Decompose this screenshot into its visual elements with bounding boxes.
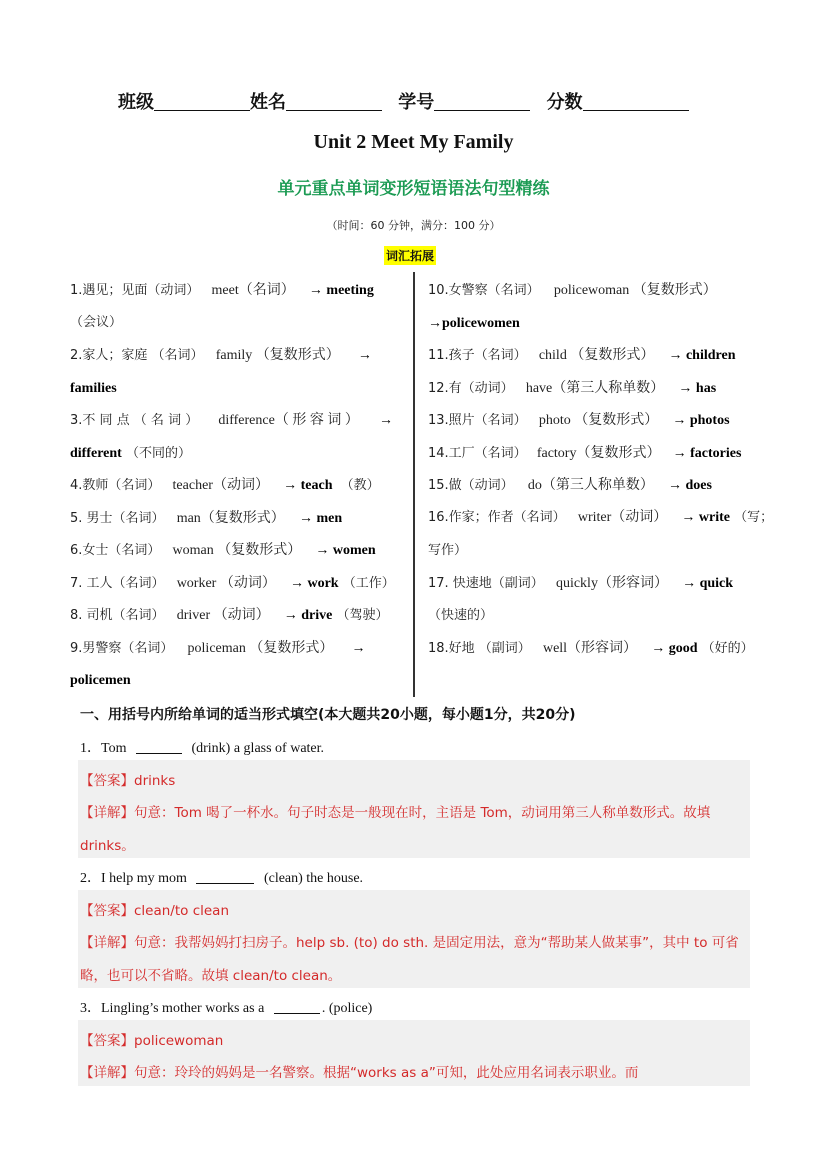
vocab-cn: 17. 快速地（副词） bbox=[428, 576, 544, 591]
student-no-blank[interactable] bbox=[434, 92, 530, 111]
vocab-cn: 3.不 同 点 （ 名 词 ） bbox=[70, 413, 199, 428]
vocab-meaning: （写； bbox=[734, 510, 774, 525]
answer-box-1 bbox=[78, 760, 750, 858]
student-no-label: 学号 bbox=[398, 92, 435, 113]
vocab-cn: 14.工厂（名词） bbox=[428, 446, 527, 461]
vocab-cn: 10.女警察（名词） bbox=[428, 283, 540, 298]
vocab-item-17 bbox=[428, 576, 733, 592]
vocab-derived: → does bbox=[667, 478, 712, 493]
vocab-derived: families bbox=[70, 381, 117, 396]
vocab-cn: 2.家人；家庭 （名词） bbox=[70, 348, 204, 363]
vocab-base: woman （复数形式） bbox=[172, 543, 302, 558]
vocab-derived: → has bbox=[678, 381, 717, 396]
analysis-line: drinks。 bbox=[80, 838, 135, 854]
answer-line: 【答案】policewoman bbox=[80, 1033, 224, 1049]
vocab-item-6 bbox=[70, 543, 376, 559]
class-blank[interactable] bbox=[154, 92, 250, 111]
answer-blank[interactable] bbox=[196, 871, 254, 884]
vocab-meaning: （快速的） bbox=[428, 608, 494, 623]
vocab-meaning: （好的） bbox=[701, 641, 754, 656]
vocab-item-5 bbox=[70, 511, 342, 527]
answer-blank[interactable] bbox=[136, 741, 182, 754]
vocab-cn: 18.好地 （副词） bbox=[428, 641, 531, 656]
vocab-base: worker （动词） bbox=[176, 576, 276, 591]
vocab-base: policewoman （复数形式） bbox=[553, 283, 717, 298]
vocab-meaning: （教） bbox=[340, 478, 380, 493]
vocab-base: man（复数形式） bbox=[176, 511, 285, 526]
vocab-meaning: （驾驶） bbox=[336, 608, 389, 623]
vocab-derived: → photos bbox=[672, 413, 730, 428]
answer-box-2 bbox=[78, 890, 750, 988]
vocab-item-4 bbox=[70, 478, 380, 494]
vocab-arrow: → bbox=[378, 413, 393, 428]
vocab-cn: 16.作家；作者（名词） bbox=[428, 510, 566, 525]
vocab-item-12 bbox=[428, 381, 716, 397]
vocab-meaning: （工作） bbox=[342, 576, 395, 591]
vocab-derived: → work bbox=[289, 576, 339, 591]
vocab-arrow: → bbox=[351, 641, 366, 656]
question-text: 3．Lingling’s mother works as a bbox=[80, 1001, 265, 1016]
page-subtitle: 单元重点单词变形短语语法句型精练 bbox=[277, 179, 550, 199]
vocab-heading: 词汇拓展 bbox=[384, 246, 436, 265]
vocab-item-3 bbox=[70, 413, 393, 429]
vocab-base: family （复数形式） bbox=[215, 348, 340, 363]
vocab-item-11 bbox=[428, 348, 736, 364]
vocab-item-2 bbox=[70, 348, 372, 364]
vocab-cn: 5. 男士（名词） bbox=[70, 511, 165, 526]
vocab-cn: 4.教师（名词） bbox=[70, 478, 161, 493]
score-label: 分数 bbox=[546, 92, 583, 113]
vocab-item-1-cont: （会议） bbox=[70, 315, 123, 330]
question-text: 2．I help my mom bbox=[80, 871, 187, 886]
vocab-derived: → teach bbox=[283, 478, 333, 493]
vocab-base: photo （复数形式） bbox=[538, 413, 659, 428]
page-title: Unit 2 Meet My Family bbox=[313, 131, 514, 153]
vocab-cn: 1.遇见；见面（动词） bbox=[70, 283, 200, 298]
vocab-derived: →policewomen bbox=[428, 316, 520, 331]
vocab-cn: 6.女士（名词） bbox=[70, 543, 161, 558]
vocab-derived: → quick bbox=[682, 576, 734, 591]
vocab-derived: → write bbox=[681, 510, 730, 525]
vocab-base: meet（名词） bbox=[211, 283, 295, 298]
name-label: 姓名 bbox=[250, 92, 286, 113]
analysis-line: 【详解】句意：玲玲的妈妈是一名警察。根据“works as a”可知，此处应用名词表示职业。而 bbox=[80, 1065, 639, 1081]
vocab-cn: 9.男警察（名词） bbox=[70, 641, 174, 656]
vocab-item-1 bbox=[70, 283, 374, 299]
vocab-base: policeman （复数形式） bbox=[187, 641, 334, 656]
vocab-base: teacher（动词） bbox=[172, 478, 269, 493]
vocab-derived: → drive bbox=[283, 608, 333, 623]
section-heading: 一、用括号内所给单词的适当形式填空(本大题共20小题，每小题1分，共20分) bbox=[80, 707, 576, 723]
answer-line: 【答案】clean/to clean bbox=[80, 903, 230, 919]
column-divider bbox=[413, 272, 415, 697]
vocab-item-9 bbox=[70, 641, 366, 657]
vocab-base: writer（动词） bbox=[577, 510, 668, 525]
student-info-line bbox=[118, 88, 689, 114]
vocab-base: difference（ 形 容 词 ） bbox=[218, 413, 359, 428]
analysis-line: 【详解】句意：我帮妈妈打扫房子。help sb. (to) do sth. 是固定用法，意为“帮助某人做某事”，其中 to 可省 bbox=[80, 935, 739, 951]
question-text: . (police) bbox=[321, 1001, 373, 1016]
vocab-base: factory（复数形式） bbox=[536, 446, 661, 461]
answer-blank[interactable] bbox=[274, 1001, 320, 1014]
question-3 bbox=[80, 997, 372, 1017]
class-label: 班级 bbox=[118, 92, 154, 113]
vocab-arrow: → bbox=[357, 348, 372, 363]
analysis-line: 略，也可以不省略。故填 clean/to clean。 bbox=[80, 968, 342, 984]
vocab-item-10 bbox=[428, 283, 717, 299]
vocab-derived: → meeting bbox=[308, 283, 374, 298]
timing-note: （时间：60 分钟，满分：100 分） bbox=[326, 219, 501, 232]
vocab-derived: policemen bbox=[70, 673, 131, 688]
vocab-derived: → good bbox=[651, 641, 698, 656]
vocab-base: driver （动词） bbox=[176, 608, 270, 623]
vocab-item-15 bbox=[428, 478, 712, 494]
answer-box-3 bbox=[78, 1020, 750, 1086]
name-blank[interactable] bbox=[286, 92, 382, 111]
vocab-cn: 13.照片（名词） bbox=[428, 413, 527, 428]
vocab-base: quickly（形容词） bbox=[555, 576, 668, 591]
question-text: (drink) a glass of water. bbox=[191, 741, 325, 756]
vocab-derived: → children bbox=[668, 348, 736, 363]
vocab-meaning: 写作） bbox=[428, 543, 468, 558]
vocab-item-18 bbox=[428, 641, 754, 657]
vocab-cn: 7. 工人（名词） bbox=[70, 576, 165, 591]
vocab-cn: 8. 司机（名词） bbox=[70, 608, 165, 623]
vocab-derived: different bbox=[70, 446, 122, 461]
vocab-base: child （复数形式） bbox=[538, 348, 655, 363]
question-2 bbox=[80, 867, 363, 887]
vocab-cn: 15.做（动词） bbox=[428, 478, 514, 493]
vocab-item-8 bbox=[70, 608, 389, 624]
question-text: (clean) the house. bbox=[263, 871, 364, 886]
score-blank[interactable] bbox=[583, 92, 689, 111]
question-1 bbox=[80, 737, 324, 757]
vocab-item-13 bbox=[428, 413, 730, 429]
vocab-item-7 bbox=[70, 576, 395, 592]
analysis-line: 【详解】句意：Tom 喝了一杯水。句子时态是一般现在时，主语是 Tom，动词用第三人称单数形式。故填 bbox=[80, 805, 711, 821]
vocab-derived: → men bbox=[298, 511, 343, 526]
answer-line: 【答案】drinks bbox=[80, 773, 176, 789]
vocab-derived: → women bbox=[315, 543, 376, 558]
vocab-cn: 12.有（动词） bbox=[428, 381, 514, 396]
vocab-derived: → factories bbox=[672, 446, 742, 461]
vocab-base: have（第三人称单数） bbox=[525, 381, 665, 396]
vocab-cn: 11.孩子（名词） bbox=[428, 348, 527, 363]
vocab-item-16 bbox=[428, 510, 773, 526]
vocab-base: well（形容词） bbox=[542, 641, 638, 656]
vocab-base: do（第三人称单数） bbox=[527, 478, 654, 493]
vocab-item-14 bbox=[428, 446, 741, 462]
question-text: 1．Tom bbox=[80, 741, 127, 756]
vocab-meaning: （不同的） bbox=[125, 446, 191, 461]
